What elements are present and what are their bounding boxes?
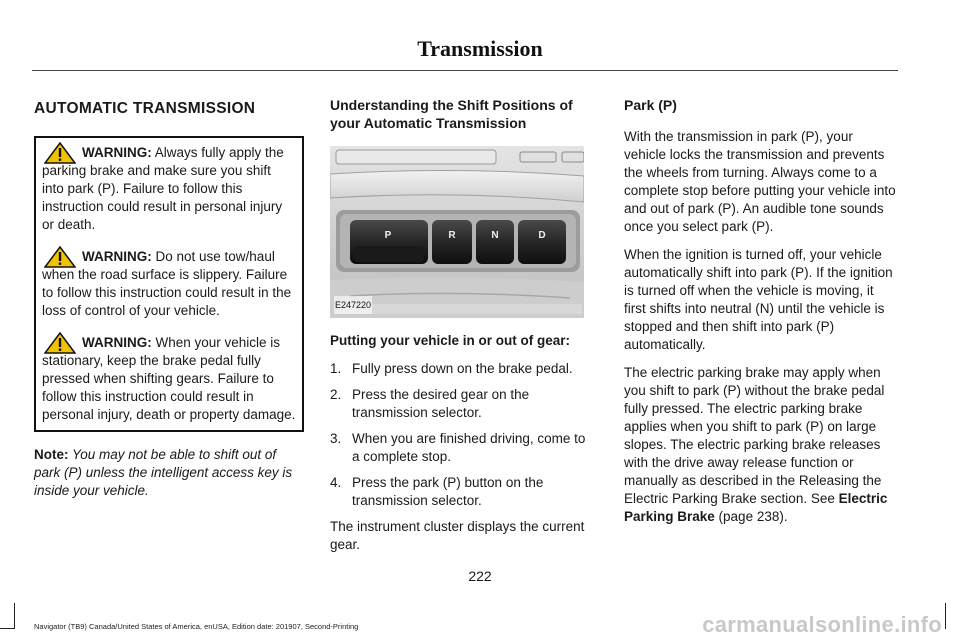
step-text: Press the park (P) button on the transmission selector. bbox=[352, 475, 544, 508]
step-text: When you are finished driving, come to a complete stop. bbox=[352, 431, 586, 464]
steps-list bbox=[330, 360, 596, 510]
warning-label: WARNING: bbox=[82, 145, 152, 160]
page-number: 222 bbox=[468, 568, 492, 584]
figure-id: E247220 bbox=[334, 296, 372, 314]
warning-box bbox=[34, 136, 304, 432]
park-heading: Park (P) bbox=[624, 97, 677, 113]
list-item bbox=[330, 386, 596, 422]
gear-label-n: N bbox=[491, 230, 499, 241]
step-number: 3. bbox=[330, 431, 342, 446]
crop-mark bbox=[0, 628, 14, 629]
shift-selector-illustration bbox=[330, 146, 584, 318]
closing-paragraph: The instrument cluster displays the current gear. bbox=[330, 519, 585, 552]
note-label: Note: bbox=[34, 447, 69, 462]
paragraph-text: The electric parking brake may apply when you shift to park (P) without the brake pedal fully pressed. The electric parking brake applies when you shift to park (P) on large slopes. The electric parking brake releases with the drive away release function or manually as described in the Releasing the Electric Parking Brake section. See bbox=[624, 365, 885, 506]
step-text: Press the desired gear on the transmission selector. bbox=[352, 387, 530, 420]
gear-label-r: R bbox=[448, 230, 456, 241]
warning-text bbox=[42, 334, 296, 424]
shift-positions-heading: Understanding the Shift Positions of your Automatic Transmission bbox=[330, 97, 573, 131]
warning-triangle-icon bbox=[44, 246, 76, 268]
gear-label-p: P bbox=[384, 230, 392, 241]
warning-item bbox=[42, 144, 296, 234]
warning-label: WARNING: bbox=[82, 249, 152, 264]
park-paragraph-2: When the ignition is turned off, your vehicle automatically shift into park (P). If the ignition is turned off when the vehicle is moving, it first shifts into neutral (N) until the vehicle is stopped and then shift into park (P) automatically. bbox=[624, 247, 893, 352]
park-paragraph-1: With the transmission in park (P), your vehicle locks the transmission and prevents the wheels from turning. Always come to a complete stop before putting your vehicle into and out of park (P). An audible tone sounds once you select park (P). bbox=[624, 129, 896, 234]
middle-column bbox=[330, 96, 596, 564]
watermark: carmanualsonline.info bbox=[702, 612, 942, 637]
warning-body: Do not use tow/haul when the road surface is slippery. Failure to follow this instruction could result in the loss of control of your vehicle. bbox=[42, 249, 292, 318]
step-number: 1. bbox=[330, 361, 342, 376]
warning-text bbox=[42, 248, 296, 320]
warning-triangle-icon bbox=[44, 142, 76, 164]
header-rule bbox=[32, 70, 898, 71]
step-text: Fully press down on the brake pedal. bbox=[352, 361, 573, 376]
crop-mark bbox=[945, 603, 946, 629]
shift-selector-figure bbox=[330, 146, 584, 318]
edition-footer: Navigator (TB9) Canada/United States of America, enUSA, Edition date: 201907, Second-Printing bbox=[34, 622, 359, 631]
left-column bbox=[34, 96, 304, 500]
cross-reference-link[interactable]: Electric Parking Brake bbox=[624, 491, 888, 524]
park-paragraph-3 bbox=[624, 364, 896, 526]
list-item bbox=[330, 360, 596, 378]
warning-body: Always fully apply the parking brake and make sure you shift into park (P). Failure to follow this instruction could result in personal injury or death. bbox=[42, 145, 284, 232]
warning-body: When your vehicle is stationary, keep the brake pedal fully pressed when shifting gears. Failure to follow this instruction could result in personal injury, death or property damage. bbox=[42, 335, 296, 422]
note bbox=[34, 446, 304, 500]
warning-triangle-icon bbox=[44, 332, 76, 354]
list-item bbox=[330, 430, 596, 466]
paragraph-text-end: (page 238). bbox=[714, 509, 788, 524]
gear-label-d: D bbox=[538, 230, 546, 241]
right-column bbox=[624, 96, 896, 536]
step-number: 2. bbox=[330, 387, 342, 402]
section-heading: AUTOMATIC TRANSMISSION bbox=[34, 100, 256, 117]
note-text: You may not be able to shift out of park (P) unless the intelligent access key is inside your vehicle. bbox=[34, 447, 293, 498]
step-number: 4. bbox=[330, 475, 342, 490]
warning-label: WARNING: bbox=[82, 335, 152, 350]
crop-mark bbox=[14, 603, 15, 629]
warning-item bbox=[42, 248, 296, 320]
gear-buttons bbox=[350, 220, 566, 264]
list-item bbox=[330, 474, 596, 510]
steps-intro: Putting your vehicle in or out of gear: bbox=[330, 333, 571, 348]
warning-text bbox=[42, 144, 296, 234]
page-header-title: Transmission bbox=[417, 36, 543, 61]
warning-item bbox=[42, 334, 296, 424]
